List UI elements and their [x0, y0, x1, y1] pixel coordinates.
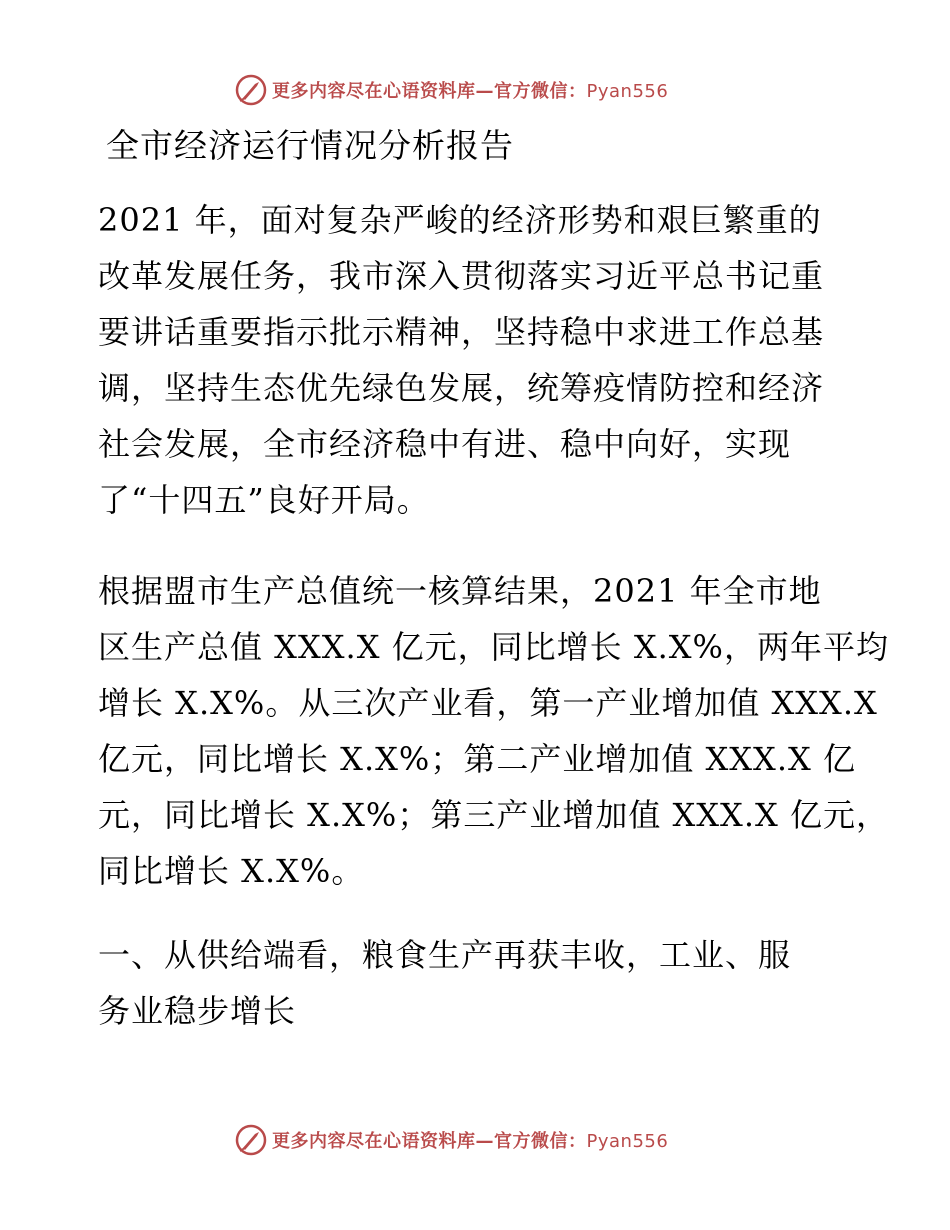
banner-wechat-id: Pyan556	[586, 1131, 669, 1152]
section-heading-1	[98, 927, 858, 1039]
paragraph-2	[98, 563, 889, 899]
paragraph-line: 调，坚持生态优先绿色发展，统筹疫情防控和经济	[98, 369, 825, 407]
paragraph-line: 同比增长 X.X%。	[98, 852, 365, 890]
watermark-banner-top	[234, 72, 668, 108]
paragraph-line: 根据盟市生产总值统一核算结果，2021 年全市地	[98, 572, 822, 610]
pen-nib-logo-icon	[234, 1123, 268, 1157]
paragraph-line: 了“十四五”良好开局。	[98, 481, 430, 519]
pen-nib-logo-icon	[234, 73, 268, 107]
paragraph-line: 2021 年，面对复杂严峻的经济形势和艰巨繁重的	[98, 201, 822, 239]
watermark-banner-bottom	[234, 1122, 668, 1158]
paragraph-line: 增长 X.X%。从三次产业看，第一产业增加值 XXX.X	[98, 684, 878, 722]
banner-text: 更多内容尽在心语资料库—官方微信：	[272, 1131, 587, 1152]
paragraph-line: 区生产总值 XXX.X 亿元，同比增长 X.X%，两年平均	[98, 628, 889, 666]
paragraph-line: 亿元，同比增长 X.X%；第二产业增加值 XXX.X 亿	[98, 740, 856, 778]
paragraph-line: 元，同比增长 X.X%；第三产业增加值 XXX.X 亿元，	[98, 796, 889, 834]
paragraph-line: 改革发展任务，我市深入贯彻落实习近平总书记重	[98, 257, 825, 295]
paragraph-line: 要讲话重要指示批示精神，坚持稳中求进工作总基	[98, 313, 825, 351]
paragraph-line: 一、从供给端看，粮食生产再获丰收，工业、服	[98, 936, 792, 974]
paragraph-line: 务业稳步增长	[98, 992, 297, 1030]
paragraph-line: 社会发展，全市经济稳中有进、稳中向好，实现	[98, 425, 792, 463]
paragraph-1	[98, 192, 858, 528]
banner-text: 更多内容尽在心语资料库—官方微信：	[272, 81, 587, 102]
document-title: 全市经济运行情况分析报告	[106, 126, 514, 165]
banner-wechat-id: Pyan556	[586, 81, 669, 102]
